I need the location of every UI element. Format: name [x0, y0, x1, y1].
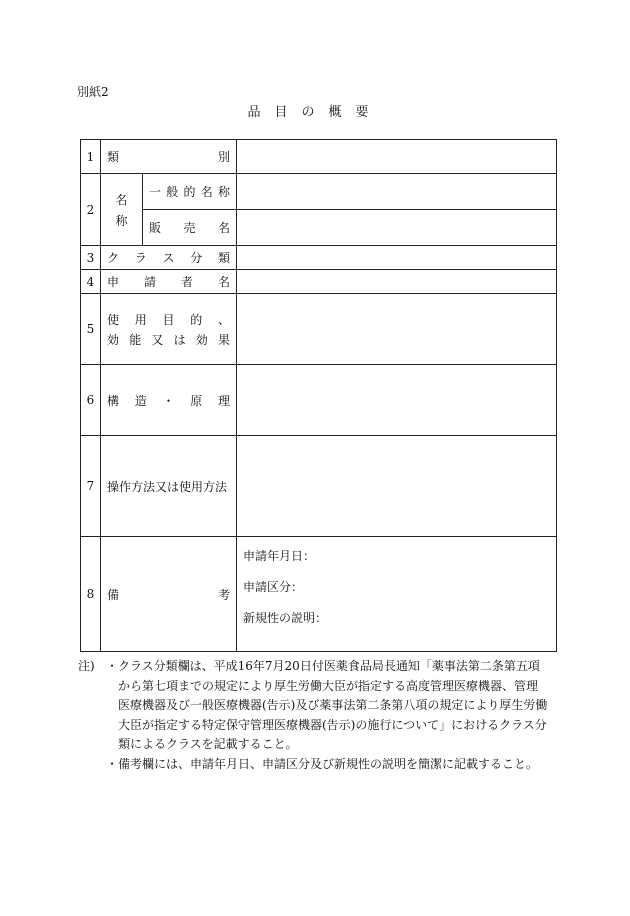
- table-row: [81, 140, 557, 174]
- justified-label: [107, 586, 230, 603]
- label-char: 理: [217, 393, 230, 408]
- row-number: 5: [81, 294, 101, 365]
- label-char: 称: [115, 213, 128, 228]
- table-row: [81, 294, 557, 365]
- label-char: 、: [217, 312, 230, 327]
- note-text: 備考欄には、申請年月日、申請区分及び新規性の説明を簡潔に記載すること。: [118, 756, 539, 771]
- label-char: 売: [183, 221, 196, 235]
- row-number: 3: [81, 246, 101, 270]
- row-number: 6: [81, 365, 101, 436]
- vertical-label: [101, 191, 142, 229]
- label-char: ラ: [134, 251, 147, 265]
- label-char: 用: [134, 312, 147, 327]
- label-char: 類: [107, 150, 120, 164]
- label-char: ク: [107, 251, 120, 265]
- label-char: 名: [217, 221, 230, 235]
- row-label-applicant: [101, 270, 237, 294]
- label-char: 別: [217, 150, 230, 164]
- row-number: 4: [81, 270, 101, 294]
- label-char: 又: [151, 332, 164, 347]
- table-row: [81, 270, 557, 294]
- justified-label: [107, 148, 230, 165]
- row-number: 2: [81, 174, 101, 246]
- justified-label: [149, 219, 230, 236]
- row-label-brand-name: [143, 210, 237, 246]
- page-title: 品目の概要: [247, 105, 383, 120]
- value-cell-operation[interactable]: [237, 436, 557, 537]
- label-line-2: [107, 331, 230, 348]
- label-char: 使: [107, 312, 120, 327]
- label-char: 一: [149, 185, 162, 199]
- label-char: 名: [115, 192, 128, 207]
- notes: [78, 657, 548, 774]
- row-number: 8: [81, 537, 101, 652]
- justified-label: [107, 249, 230, 266]
- label-char: 請: [143, 275, 156, 289]
- two-line-label: [107, 311, 230, 348]
- value-cell-structure[interactable]: [237, 365, 557, 436]
- label-char: 申: [107, 275, 120, 289]
- label-char: 名: [217, 275, 230, 289]
- row-label-name: [101, 174, 143, 246]
- value-cell-class[interactable]: [237, 246, 557, 270]
- label-char: 原: [190, 393, 203, 408]
- row-label-operation: [101, 436, 237, 537]
- bullet: ・: [106, 659, 119, 673]
- table-row: [81, 537, 557, 652]
- row-label-category: [101, 140, 237, 174]
- row-label-purpose: [101, 294, 237, 365]
- note-prefix: 注): [78, 659, 95, 673]
- value-cell-brand-name[interactable]: [237, 210, 557, 246]
- table-row: [81, 246, 557, 270]
- label-char: ・: [162, 393, 175, 408]
- label-char: 的: [190, 312, 203, 327]
- label-char: 目: [162, 312, 175, 327]
- justified-label: [149, 183, 230, 200]
- justified-label: [107, 273, 230, 290]
- label-char: 的: [183, 185, 196, 199]
- label-char: 効: [195, 332, 208, 347]
- row-label-generic-name: [143, 174, 237, 210]
- label-char: は: [173, 332, 186, 347]
- label-char: 類: [217, 251, 230, 265]
- label-char: 名: [200, 185, 213, 199]
- justified-label: [107, 392, 230, 409]
- appendix-label: 別紙2: [77, 85, 109, 99]
- note-item: [78, 657, 548, 755]
- label-char: 造: [134, 393, 147, 408]
- remark-novelty: 新規性の説明：: [243, 611, 328, 625]
- table-row: [81, 365, 557, 436]
- row-number: 1: [81, 140, 101, 174]
- value-cell-remarks[interactable]: [237, 537, 557, 652]
- label-line-1: [107, 311, 230, 328]
- row-label-structure: [101, 365, 237, 436]
- value-cell-purpose[interactable]: [237, 294, 557, 365]
- row-number: 7: [81, 436, 101, 537]
- bullet: ・: [106, 756, 119, 771]
- value-cell-applicant[interactable]: [237, 270, 557, 294]
- label-char: 分: [190, 251, 203, 265]
- label-char: 称: [217, 185, 230, 199]
- label-char: ス: [162, 251, 175, 265]
- note-text: クラス分類欄は、平成16年7月20日付医薬食品局長通知「薬事法第二条第五項から第七項までの規定により厚生労働大臣が指定する高度管理医療機器、管理医療機器及び一般医療機器(告示)及び薬事法第二条第八項の規定により厚生労働大臣が指定する特定保守管理医療機器(告示)の施行について」におけるクラス分類によるクラスを記載すること。: [118, 659, 548, 751]
- label-char: 般: [166, 185, 179, 199]
- label-char: 備: [107, 587, 120, 602]
- table-row: [81, 210, 557, 246]
- table-row: [81, 174, 557, 210]
- note-item: [78, 755, 548, 775]
- row-label-class: [101, 246, 237, 270]
- label-char: 果: [217, 332, 230, 347]
- note-prefix-spacer: [78, 755, 106, 775]
- label-char: 効: [107, 332, 120, 347]
- label-char: 者: [180, 275, 193, 289]
- remark-application-category: 申請区分：: [243, 580, 304, 594]
- table-row: [81, 436, 557, 537]
- value-cell-generic-name[interactable]: [237, 174, 557, 210]
- remark-application-date: 申請年月日：: [243, 549, 316, 563]
- label-char: 構: [107, 393, 120, 408]
- row-label-remarks: [101, 537, 237, 652]
- value-cell-category[interactable]: [237, 140, 557, 174]
- summary-form-table: [80, 139, 557, 652]
- label-char: 能: [129, 332, 142, 347]
- plain-label: 操作方法又は使用方法: [107, 479, 228, 494]
- label-char: 販: [149, 221, 162, 235]
- label-char: 考: [217, 587, 230, 602]
